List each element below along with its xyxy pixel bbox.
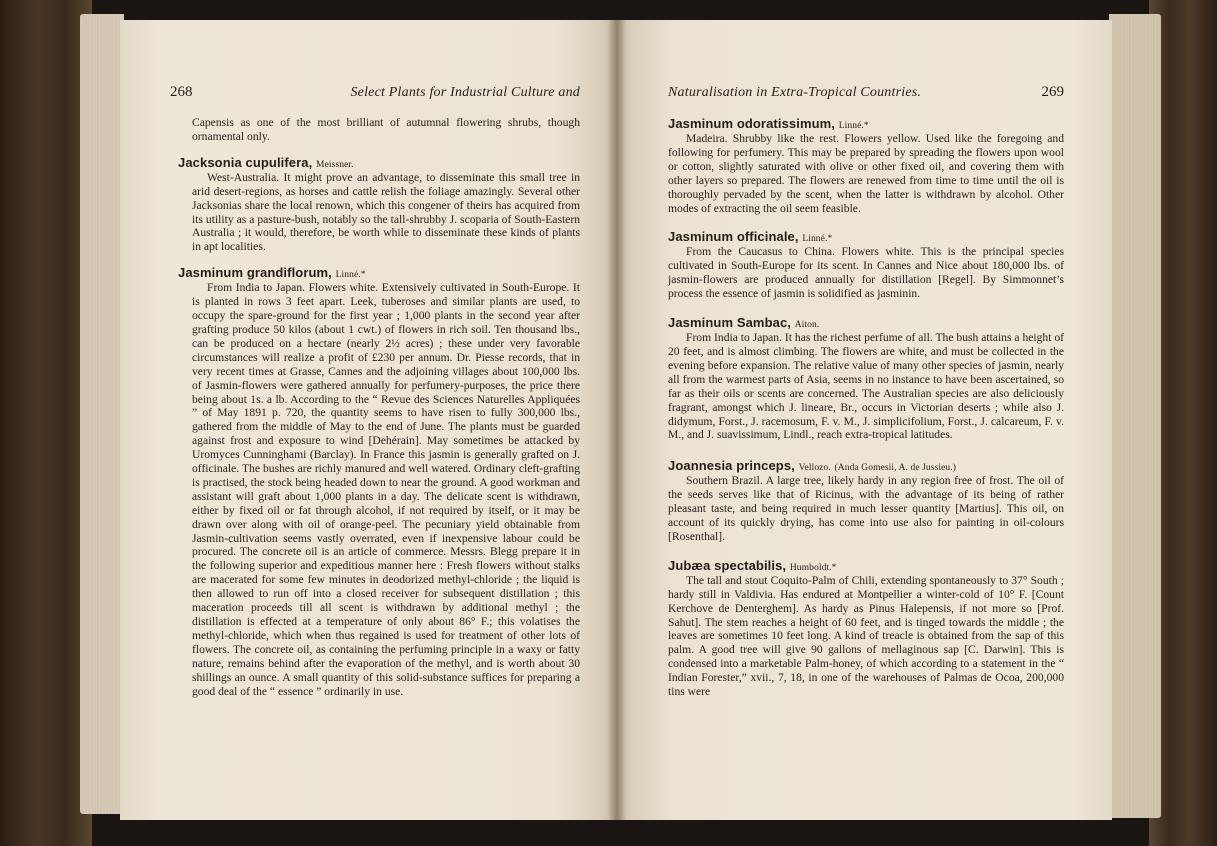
entry-text: The tall and stout Coquito-Palm of Chili, extending spontaneously to 37° South ; hardy still in Valdivia. Has endured at Montpellier a winter-cold of 10° F. [Count Kerchove de Denterghem]. As hardy as Pinus Halepensis, if not more so [Prof. Sahut]. The stem reaches a height of 60 feet, and is tinged towards the middle ; the leaves are sometimes 10 feet long. A kind of treacle is obtained from the sap of this palm. A good tree will give 90 gallons of mellaginous sap [C. Darwin]. This is condensed into a marketable Palm-honey, of which according to a statement in the “ Indian Forester,” xvii., 7, 18, in one of the warehouses of Palmas de Ocoa, 200,000 tins were bbox=[668, 573, 1064, 699]
entry-heading bbox=[668, 558, 1064, 573]
entry-jacksonia-cupulifera bbox=[178, 154, 580, 254]
entry-text: Southern Brazil. A large tree, likely hardy in any region free of frost. The oil of the seeds serves like that of Ricinus, with the advantage of its being of rather pleasant taste, and being required in much lesser quantity [Martius]. This oil, on account of its quickly drying, has come into use also for painting in oil-colours [Rosenthal]. bbox=[668, 474, 1064, 543]
entry-jasminum-odoratissimum bbox=[668, 116, 1064, 215]
species-name: Joannesia princeps, bbox=[668, 458, 795, 474]
species-name: Jasminum grandiflorum, bbox=[178, 265, 332, 281]
left-page bbox=[120, 20, 616, 820]
species-author: Linné.* bbox=[838, 121, 869, 131]
entry-jasminum-sambac bbox=[668, 315, 1064, 442]
left-page-number: 268 bbox=[170, 84, 193, 100]
left-page-content bbox=[178, 116, 580, 698]
continuation-text: Capensis as one of the most brilliant of autumnal flowering shrubs, though ornamental only. bbox=[192, 116, 580, 143]
entry-heading bbox=[178, 265, 580, 280]
species-name: Jasminum Sambac, bbox=[668, 315, 791, 331]
entry-heading bbox=[668, 229, 1064, 244]
book-gutter bbox=[608, 20, 626, 820]
entry-joannesia-princeps bbox=[668, 458, 1064, 544]
entry-text: From India to Japan. Flowers white. Extensively cultivated in South-Europe. It is planted in rows 3 feet apart. Leek, tuberoses and similar plants are used, to occupy the spare-ground for the first year ; 1,000 plants in the second year after grafting produce 50 kilos (about 1 cwt.) of flowers in rich soil. Ten thousand lbs., can be produced on a hectare (nearly 2½ acres) ; these under very favorable circumstances will realize a profit of £230 per annum. Dr. Piesse records, that in very recent times at Grasse, Cannes and the adjoining villages about 100,000 lbs. of Jasmin-flowers were gathered annually for perfumery-purposes, the price there being about 1s. a lb. According to the “ Revue des Sciences Naturelles Appliquées ” of May 1891 p. 720, the quantity seems to have risen to fully 300,000 lbs., gathered from the middle of May to the end of June. The plants must be guarded against frost and exposure to wind [Dehérain]. May sometimes be attacked by Uromyces Cunninghami (Barclay). In France this jasmin is generally grafted on J. officinale. The bushes are richly manured and well watered. Ordinary cleft-grafting is practised, the stock being headed down to near the ground. A good workman and assistant will graft about 1,000 plants in a day. The delicate scent is withdrawn, either by fixed oil or fat through alcohol, if not required by itself, or it may be drawn over along with oil of orange-peel. The pecuniary yield obtainable from Jasmin-cultivation seems vastly overrated, even if inexpensive labour could be procured. The concrete oil is an article of commerce. Messrs. Blegg prepare it in the following superior and expeditious manner here : Fresh flowers without stalks are macerated for some few minutes in deodorized methyl-chloride ; the liquid is then allowed to run off into a closed receiver for subsequent distillation ; this maceration proceeds till all scent is withdrawn by additional methyl ; the distillation is effected at a temperature of only about 86° F.; this volatises the methyl-chloride, which when thus regained is used for treatment of other lots of flowers. The concrete oil, as containing the perfuming principle in a waxy or fatty nature, remains behind after the evaporation of the methyl, and is worth about 30 shillings an ounce. A small quantity of this solid-substance suffices for preparing a good deal of the “ essence ” ordinarily in use. bbox=[192, 281, 580, 698]
species-author: Aiton. bbox=[794, 320, 820, 331]
right-page-number: 269 bbox=[1041, 84, 1064, 100]
entry-jasminum-grandiflorum bbox=[178, 265, 580, 698]
entry-text: Madeira. Shrubby like the rest. Flowers yellow. Used like the foregoing and following for perfumery. This may be prepared by spreading the flowers upon wool or cotton, slightly saturated with olive or other fixed oil, and covering them with other layers so prepared. The flowers are renewed from time to time until the oil is thoroughly pervaded by the scent, when the latter is withdrawn by alcohol. Other modes of extracting the oil seem feasible. bbox=[668, 132, 1064, 215]
species-name: Jacksonia cupulifera, bbox=[178, 154, 313, 170]
entry-heading bbox=[178, 155, 580, 170]
species-author: Linné.* bbox=[802, 234, 833, 245]
species-name: Jubæa spectabilis, bbox=[668, 557, 787, 573]
book-cover-left bbox=[0, 0, 92, 846]
page-edges-left bbox=[80, 14, 124, 814]
species-author: Meissner. bbox=[316, 159, 354, 170]
entry-heading bbox=[668, 458, 1064, 473]
species-author: Humboldt.* bbox=[789, 562, 837, 573]
entry-text: West-Australia. It might prove an advantage, to disseminate this small tree in arid desert-regions, as horses and cattle relish the foliage amazingly. Several other Jacksonias share the local renown, which this congener of theirs has acquired from its utility as a pasture-bush, notably so the tall-shrubby J. scoparia of South-Eastern Australia ; it would, therefore, be worth while to disseminate these kinds of plants in apt localities. bbox=[192, 170, 580, 254]
entry-text: From India to Japan. It has the richest perfume of all. The bush attains a height of 20 feet, and is almost climbing. The flowers are white, and must be collected in the evening before expansion. The relative value of many other species of jasmin, nearly all from the warmest parts of Asia, seems in no instance to have been ascertained, so far as their oils or scents are concerned. The Australian species are also deliciously fragrant, amongst which J. lineare, Br., occurs in Victorian deserts ; while also J. didymum, Forst., J. racemosum, F. v. M., J. simplicifolium, Forst., J. calcareum, F. v. M., and J. suavissimum, Lindl., reach extra-tropical latitudes. bbox=[668, 331, 1064, 442]
species-synonym: (Anda Gomesii, A. de Jussieu.) bbox=[834, 463, 957, 474]
species-author: Vellozo. bbox=[798, 463, 831, 474]
left-running-title: Select Plants for Industrial Culture and bbox=[350, 85, 580, 100]
entry-heading bbox=[668, 116, 1064, 131]
page-edges-right bbox=[1109, 14, 1161, 818]
right-running-head bbox=[668, 84, 1064, 101]
entry-text: From the Caucasus to China. Flowers white. This is the principal species cultivated in South-Europe for its scent. In Cannes and Nice about 180,000 lbs. of jasmin-flowers are produced annually for distillation [Regel]. By Simmonnet’s process the essence of jasmin is solidified as jasminin. bbox=[668, 245, 1064, 301]
entry-heading bbox=[668, 315, 1064, 330]
species-author: Linné.* bbox=[335, 270, 366, 281]
species-name: Jasminum officinale, bbox=[668, 229, 799, 245]
entry-jasminum-officinale bbox=[668, 229, 1064, 301]
entry-jubaea-spectabilis bbox=[668, 558, 1064, 699]
right-page-content bbox=[668, 116, 1064, 699]
left-running-head bbox=[170, 84, 580, 101]
right-running-title: Naturalisation in Extra-Tropical Countries. bbox=[668, 85, 922, 100]
species-name: Jasminum odoratissimum, bbox=[668, 116, 836, 131]
right-page bbox=[616, 20, 1112, 820]
